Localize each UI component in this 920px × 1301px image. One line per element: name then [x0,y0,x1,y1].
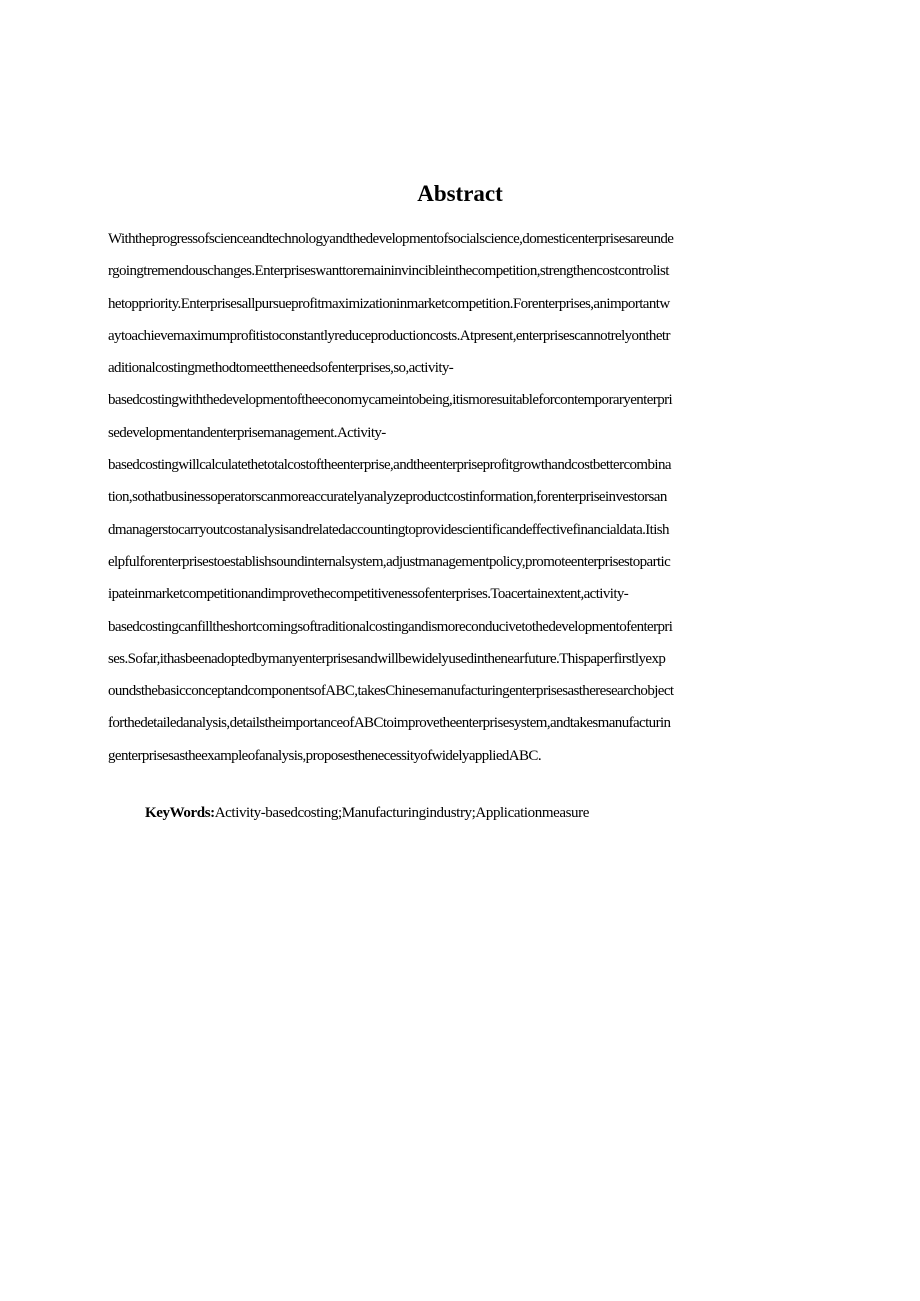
abstract-line: basedcostingwillcalculatethetotalcostoftheenterprise,andtheenterpriseprofitgrowthandcostbettercombina [108,457,671,474]
abstract-line: aditionalcostingmethodtomeettheneedsofenterprises,so,activity- [108,360,454,377]
abstract-line: hetoppriority.Enterprisesallpursueprofitmaximizationinmarketcompetition.Forenterprises,animportantw [108,295,670,312]
abstract-body [108,223,828,772]
abstract-line: elpfulforenterprisestoestablishsoundinternalsystem,adjustmanagementpolicy,promoteenterprisestopartic [108,553,671,570]
keywords-label: KeyWords: [145,805,215,821]
abstract-line: Withtheprogressofscienceandtechnologyandthedevelopmentofsocialscience,domesticenterprisesareunde [108,231,674,247]
abstract-line: tion,sothatbusinessoperatorscanmoreaccuratelyanalyzeproductcostinformation,forenterpriseinvestorsan [108,489,667,506]
abstract-line: aytoachievemaximumprofitistoconstantlyreduceproductioncosts.Atpresent,enterprisescannotrelyonthetr [108,327,670,344]
abstract-line: sedevelopmentandenterprisemanagement.Activity- [108,424,386,441]
abstract-line: forthedetailedanalysis,detailstheimportanceofABCtoimprovetheenterprisesystem,andtakesmanufacturin [108,715,671,732]
abstract-line: ipateinmarketcompetitionandimprovethecompetitivenessofenterprises.Toacertainextent,activity- [108,586,629,603]
abstract-line: oundsthebasicconceptandcomponentsofABC,takesChinesemanufacturingenterprisesastheresearchobject [108,683,674,700]
keywords-text: Activity-basedcosting;Manufacturingindustry;Applicationmeasure [214,805,590,821]
abstract-line: rgoingtremendouschanges.Enterpriseswanttoremaininvincibleinthecompetition,strengthencostcontrolist [108,263,669,280]
abstract-line: basedcostingcanfilltheshortcomingsoftraditionalcostingandismoreconducivetothedevelopmentofenterpri [108,618,673,635]
keywords-row [145,800,845,826]
abstract-line: genterprisesastheexampleofanalysis,proposesthenecessityofwidelyappliedABC. [108,747,541,764]
abstract-line: dmanagerstocarryoutcostanalysisandrelatedaccountingtoprovidescientificandeffectivefinancialdata.Itish [108,521,669,538]
abstract-line: basedcostingwiththedevelopmentoftheeconomycameintobeing,itismoresuitableforcontemporaryenterpri [108,392,673,409]
abstract-title: Abstract [417,181,503,206]
abstract-line: ses.Sofar,ithasbeenadoptedbymanyenterprisesandwillbewidelyusedinthenearfuture.Thispaperfirstlyexp [108,650,666,667]
